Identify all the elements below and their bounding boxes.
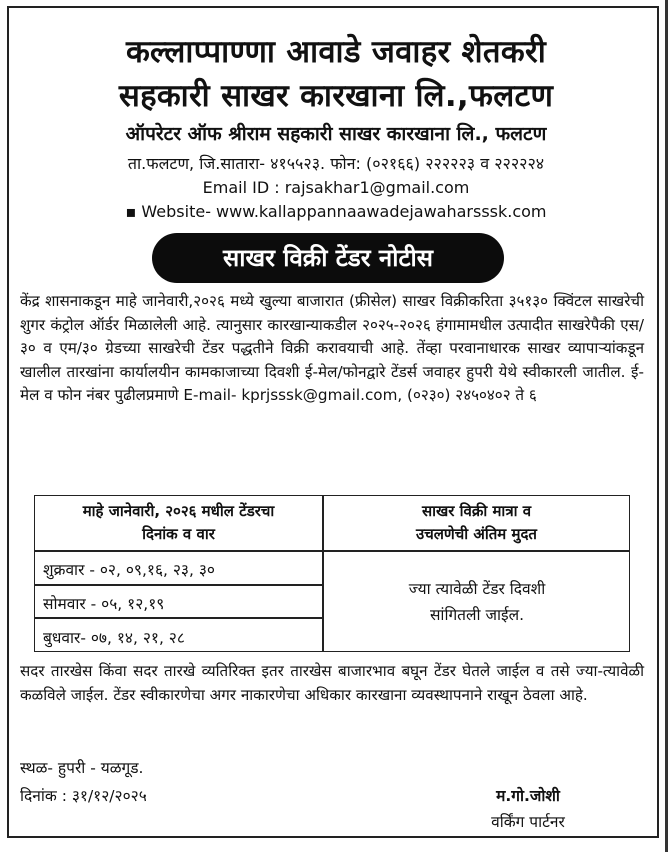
table-header-right-line2: उचलणेची अंतिम मुदत [416,525,537,543]
website-line: ▪ Website- www.kallappannaawadejawaharsssk.com [125,202,547,221]
table-merged-cell [325,576,629,628]
table-header-left-line2: दिनांक व वार [142,525,215,543]
notice-paragraph-2: सदर तारखेस किंवा सदर तारखे व्यतिरिक्त इतर तारखेस बाजारभाव बघून टेंडर घेतले जाईल व तसे ज्या-त्यावेळी कळविले जाईल. टेंडर स्वीकारणेचा अगर नाकारणेचा अधिकार कारखाना व्यवस्थापनाने राखून ठेवला आहे. [20,662,644,704]
signatory-title: वर्किंग पार्टनर [491,813,565,831]
table-row-friday: शुक्रवार - ०२, ०९,१६, २३, ३० [43,561,215,579]
signatory-name: म.गो.जोशी [496,787,560,805]
merged-cell-line1: ज्या त्यावेळी टेंडर दिवशी [408,580,546,598]
table-header-right-line1: साखर विक्री मात्रा व [421,502,532,520]
table-row-divider [35,617,322,619]
table-header-right [324,500,629,546]
table-row-divider [35,584,322,586]
tender-schedule-table [34,495,630,652]
email-line: Email ID : rajsakhar1@gmail.com [202,178,470,197]
table-row-monday: सोमवार - ०५, १२,१९ [43,595,165,613]
table-header-left [35,500,322,546]
notice-paragraph-1: केंद्र शासनाकडून माहे जानेवारी,२०२६ मध्ये खुल्या बाजारात (फ्रीसेल) साखर विक्रीकरिता ३५१३० क्विंटल साखरेची शुगर कंट्रोल ऑर्डर मिळालेली आहे. त्यानुसार कारखान्याकडील २०२५-२०२६ हंगामामधील उत्पादीत साखरेपैकी एस/३० व एम/३० ग्रेडच्या साखरेची टेंडर पद्धतीने विक्री करावयाची आहे. तेंव्हा परवानाधारक साखर व्यापाऱ्यांकडून खालील तारखांना कार्यालयीन कामकाजाच्या दिवशी ई-मेल/फोनद्वारे टेंडर्स जवाहर हुपरी येथे स्वीकारली जातील. ई-मेल व फोन नंबर पुढीलप्रमाणे E-mail- kprjsssk@gmail.com, (०२३०) २४५०४०२ ते ६ [20,292,644,404]
table-header-left-line1: माहे जानेवारी, २०२६ मधील टेंडरचा [82,502,275,520]
notice-title-banner: साखर विक्री टेंडर नोटीस [152,233,504,283]
address-line: ता.फलटण, जि.सातारा- ४१५५२३. फोन: (०२१६६) २२२२२३ व २२२२२४ [127,154,545,173]
date-line: दिनांक : ३१/१२/२०२५ [20,787,147,805]
factory-title-line2: सहकारी साखर कारखाना लि.,फलटण [118,78,554,114]
table-row-wednesday: बुधवार- ०७, १४, २१, २८ [43,629,185,647]
place-line: स्थळ- हुपरी - यळगूड. [20,759,144,777]
operator-line: ऑपरेटर ऑफ श्रीराम सहकारी साखर कारखाना लि., फलटण [125,123,547,145]
factory-title-line1: कल्लाप्पाण्णा आवाडे जवाहर शेतकरी [125,34,547,70]
merged-cell-line2: सांगितली जाईल. [429,606,525,624]
table-header-divider [35,550,629,552]
